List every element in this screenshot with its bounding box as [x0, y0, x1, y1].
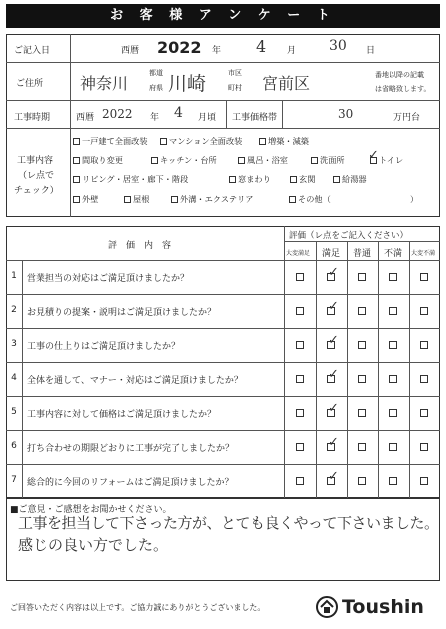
option-water-heater[interactable]: 給湯器 [333, 174, 367, 185]
rating-checkbox[interactable] [358, 375, 366, 383]
option-washroom[interactable]: 洗面所 [311, 155, 345, 166]
question-number: 2 [11, 305, 17, 315]
rating-check-mark: ✓ [328, 299, 339, 314]
content-label-2: （レ点で [18, 171, 55, 181]
footer-text: ご回答いただく内容は以上です。ご協力誠にありがとうございました。 [10, 603, 266, 612]
option-toilet[interactable]: トイレ [370, 155, 403, 166]
date-year: 2022 [157, 38, 202, 57]
toilet-check-mark: ✓ [368, 148, 379, 163]
brand-name: Toushin [342, 596, 424, 618]
question-number: 5 [11, 407, 17, 417]
question-number: 3 [11, 339, 17, 349]
address-city: 川崎 [168, 73, 207, 95]
question-number: 1 [11, 271, 17, 281]
rating-checkbox[interactable] [420, 409, 428, 417]
rating-check-mark: ✓ [328, 367, 339, 382]
period-era: 西暦 [76, 113, 95, 123]
rating-check-mark: ✓ [328, 469, 339, 484]
option-other-close: ） [410, 194, 419, 204]
brand-logo-icon [316, 596, 338, 618]
city-label-bottom: 町村 [228, 84, 242, 92]
evaluation-header: 評 価 内 容 [108, 241, 172, 251]
page-title: お 客 様 ア ン ケ ー ト [6, 4, 440, 28]
city-label-top: 市区 [228, 69, 242, 77]
rating-checkbox[interactable] [420, 273, 428, 281]
rating-checkbox[interactable] [296, 409, 304, 417]
option-detached-full[interactable]: 一戸建て全面改装 [73, 136, 148, 147]
date-month-unit: 月 [287, 46, 297, 56]
rating-checkbox[interactable] [358, 341, 366, 349]
rating-checkbox[interactable] [358, 273, 366, 281]
prefecture-label-top: 都道 [149, 69, 163, 77]
rating-checkbox[interactable] [389, 273, 397, 281]
rating-checkbox[interactable] [389, 307, 397, 315]
comment-line-1: 工事を担当して下さった方が、とても良くやって下さいました。 [18, 514, 439, 532]
comment-line-2: 感じの良い方でした。 [18, 536, 169, 554]
col-dissatisfied: 不満 [384, 249, 403, 259]
price-value: 30 [338, 107, 354, 121]
rating-checkbox[interactable] [296, 341, 304, 349]
rating-checkbox[interactable] [389, 443, 397, 451]
price-unit: 万円台 [393, 113, 421, 123]
question-text: お見積りの提案・説明はご満足頂けましたか？ [27, 308, 217, 318]
option-mansion-full[interactable]: マンション全面改装 [160, 136, 242, 147]
period-label: 工事時期 [14, 113, 51, 123]
question-number: 4 [11, 373, 17, 383]
address-label: ご住所 [16, 79, 44, 89]
rating-checkbox[interactable] [420, 443, 428, 451]
question-text: 総合的に今回のリフォームはご満足頂けましたか？ [27, 478, 234, 488]
rating-check-mark: ✓ [328, 265, 339, 280]
address-note-line1: 番地以降の記載 [375, 71, 424, 79]
option-living[interactable]: リビング・居室・廊下・階段 [73, 174, 188, 185]
option-window[interactable]: 窓まわり [229, 174, 271, 185]
period-month-unit: 月頃 [198, 113, 217, 123]
option-kitchen[interactable]: キッチン・台所 [151, 155, 217, 166]
rating-checkbox[interactable] [389, 375, 397, 383]
question-text: 工事内容に対して価格はご満足頂けましたか？ [27, 410, 217, 420]
date-day-unit: 日 [366, 46, 376, 56]
rating-check-mark: ✓ [328, 435, 339, 450]
col-very-dissatisfied: 大変不満 [411, 250, 436, 257]
option-exterior-wall[interactable]: 外壁 [73, 194, 98, 205]
rating-checkbox[interactable] [420, 341, 428, 349]
rating-check-mark: ✓ [328, 401, 339, 416]
rating-header: 評価（レ点をご記入ください） [289, 231, 409, 241]
option-roof[interactable]: 屋根 [124, 194, 149, 205]
rating-checkbox[interactable] [296, 273, 304, 281]
date-label: ご記入日 [14, 46, 51, 56]
question-number: 6 [11, 441, 17, 451]
question-text: 全体を通して、マナー・対応はご満足頂けましたか？ [27, 376, 243, 386]
option-other[interactable]: その他（ [289, 194, 331, 205]
rating-checkbox[interactable] [389, 477, 397, 485]
option-entrance[interactable]: 玄関 [290, 174, 315, 185]
address-prefecture: 神奈川 [80, 74, 129, 93]
question-text: 打ち合わせの期限どおりに工事が完了しましたか？ [27, 444, 235, 454]
rating-checkbox[interactable] [420, 477, 428, 485]
period-year-unit: 年 [150, 113, 160, 123]
date-era: 西暦 [121, 46, 140, 56]
period-month: 4 [174, 105, 183, 121]
option-extension[interactable]: 増築・減築 [259, 136, 309, 147]
address-note-line2: は省略致します。 [375, 85, 431, 93]
question-text: 工事の仕上りはご満足頂けましたか？ [27, 342, 181, 352]
comments-label: ■ご意見・ご感想をお聞かせください。 [10, 505, 172, 515]
col-normal: 普通 [353, 249, 372, 259]
rating-checkbox[interactable] [389, 341, 397, 349]
rating-checkbox[interactable] [358, 443, 366, 451]
question-number: 7 [11, 475, 17, 485]
rating-checkbox[interactable] [420, 375, 428, 383]
rating-check-mark: ✓ [328, 333, 339, 348]
option-bath[interactable]: 風呂・浴室 [238, 155, 288, 166]
rating-checkbox[interactable] [296, 477, 304, 485]
prefecture-label-bottom: 府県 [149, 84, 163, 92]
rating-checkbox[interactable] [296, 375, 304, 383]
address-ward: 宮前区 [262, 74, 311, 93]
col-very-satisfied: 大変満足 [286, 250, 311, 257]
question-text: 営業担当の対応はご満足頂けましたか？ [27, 274, 190, 284]
date-year-unit: 年 [212, 46, 222, 56]
option-layout-change[interactable]: 間取り変更 [73, 155, 123, 166]
rating-checkbox[interactable] [358, 307, 366, 315]
rating-checkbox[interactable] [358, 409, 366, 417]
col-satisfied: 満足 [322, 249, 341, 259]
period-year: 2022 [102, 107, 133, 121]
rating-checkbox[interactable] [296, 443, 304, 451]
option-exterior[interactable]: 外溝・エクステリア [171, 194, 253, 205]
rating-checkbox[interactable] [420, 307, 428, 315]
content-label-1: 工事内容 [17, 156, 54, 166]
price-label: 工事価格帯 [232, 113, 278, 123]
rating-checkbox[interactable] [389, 409, 397, 417]
rating-checkbox[interactable] [358, 477, 366, 485]
date-day: 30 [329, 38, 347, 54]
content-label-3: チェック） [14, 186, 59, 196]
date-month: 4 [256, 37, 267, 56]
rating-checkbox[interactable] [296, 307, 304, 315]
